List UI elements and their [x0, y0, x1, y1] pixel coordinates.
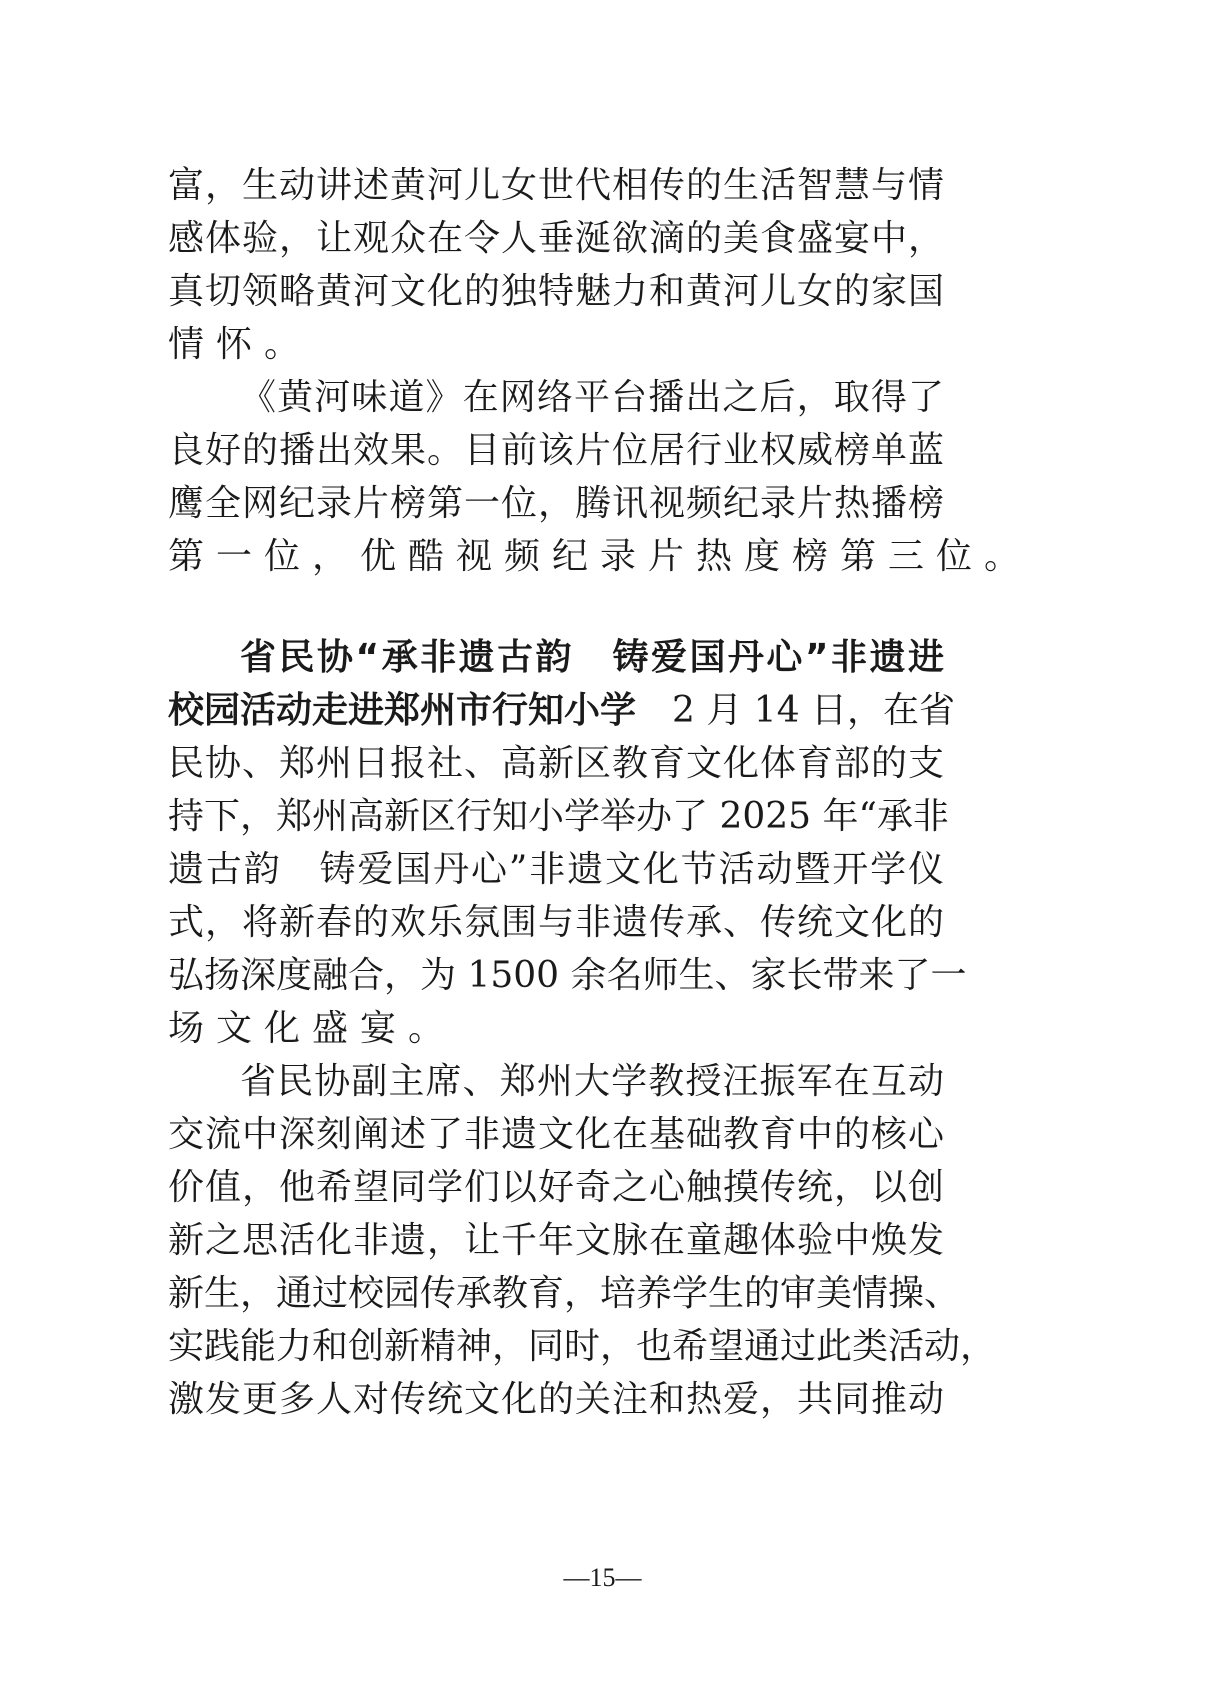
- paragraph-line: 新之思活化非遗，让千年文脉在童趣体验中焕发: [168, 1220, 944, 1261]
- section-heading: 省民协“承非遗古韵 铸爱国丹心”非遗进: [240, 637, 944, 678]
- paragraph-line: 民协、郑州日报社、高新区教育文化体育部的支: [168, 743, 944, 784]
- paragraph-line: 实践能力和创新精神，同时，也希望通过此类活动，: [168, 1326, 997, 1367]
- paragraph-line: 良好的播出效果。目前该片位居行业权威榜单蓝: [168, 430, 944, 471]
- paragraph-line: 场文化盛宴。: [168, 1008, 457, 1049]
- paragraph-line: 富，生动讲述黄河儿女世代相传的生活智慧与情: [168, 165, 944, 206]
- paragraph-line: 感体验，让观众在令人垂涎欲滴的美食盛宴中，: [168, 218, 944, 259]
- paragraph-lead-text: 2 月 14 日，在省: [636, 690, 956, 731]
- paragraph-line: 激发更多人对传统文化的关注和热爱，共同推动: [168, 1379, 944, 1420]
- paragraph-line: 新生，通过校园传承教育，培养学生的审美情操、: [168, 1273, 961, 1314]
- paragraph-line: 真切领略黄河文化的独特魅力和黄河儿女的家国: [168, 271, 944, 312]
- paragraph-line: 省民协副主席、郑州大学教授汪振军在互动: [240, 1061, 944, 1102]
- section-heading-line2: [168, 685, 956, 737]
- paragraph-line: 情怀。: [168, 324, 313, 365]
- paragraph-line: 鹰全网纪录片榜第一位，腾讯视频纪录片热播榜: [168, 483, 944, 524]
- section-heading-continued: 校园活动走进郑州市行知小学: [168, 690, 637, 731]
- paragraph-line: 持下，郑州高新区行知小学举办了 2025 年“承非: [168, 796, 949, 837]
- paragraph-line: 价值，他希望同学们以好奇之心触摸传统，以创: [168, 1167, 944, 1208]
- paragraph-line: 式，将新春的欢乐氛围与非遗传承、传统文化的: [168, 902, 944, 943]
- paragraph-line: 第一位，优酷视频纪录片热度榜第三位。: [168, 536, 1033, 577]
- paragraph-line: 弘扬深度融合，为 1500 余名师生、家长带来了一: [168, 955, 967, 996]
- paragraph-line: 《黄河味道》在网络平台播出之后，取得了: [240, 377, 944, 418]
- paragraph-line: 遗古韵 铸爱国丹心”非遗文化节活动暨开学仪: [168, 849, 944, 890]
- page-number: —15—: [563, 1563, 642, 1592]
- paragraph-line: 交流中深刻阐述了非遗文化在基础教育中的核心: [168, 1114, 944, 1155]
